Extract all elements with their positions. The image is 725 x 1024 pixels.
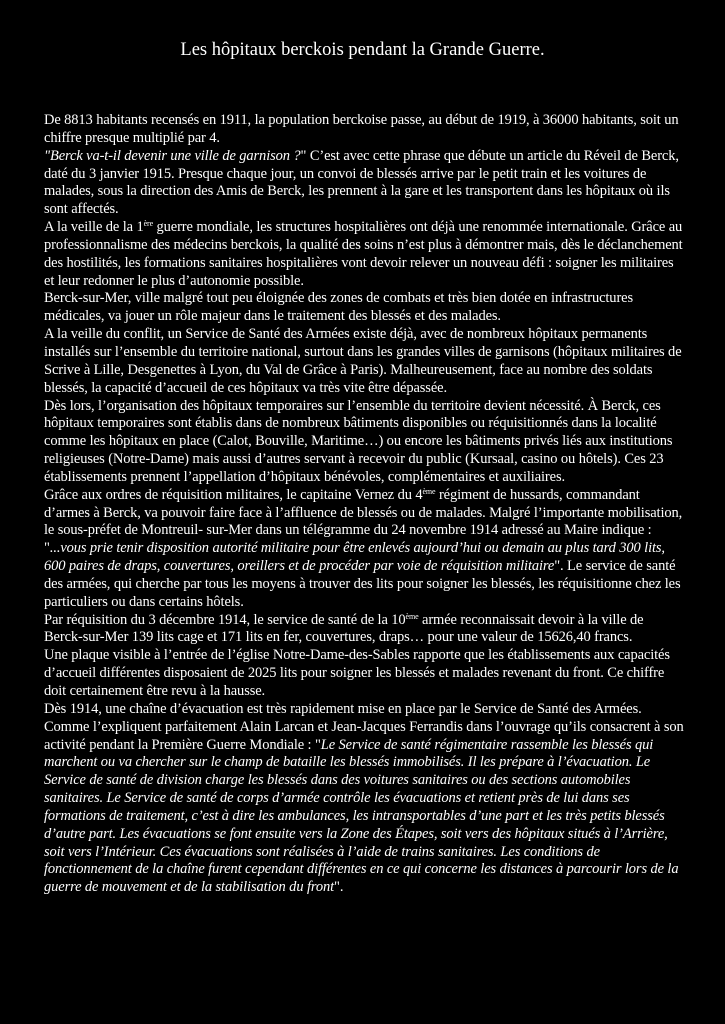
paragraph-december-text-b: armée reconnaissait devoir à la ville de Berck-sur-Mer 139 lits cage et 171 lits en fer, couvertures, draps… pour une valeur de 15626,40 francs. — [44, 611, 644, 646]
paragraph-eve-text-b: guerre mondiale, les structures hospitalières ont déjà une renommée internationale. Grâce au professionnalisme des médecins berckois, la qualité des soins n’est plus à démontrer mais, dès le déclanchement des hostilités, les formations sanitaires hospitalières vont devoir relever un nouveau défi : soigner les militaires et leur redonner le plus d’autonomie possible. — [44, 219, 683, 289]
paragraph-evacuation-text-a: Dès 1914, une chaîne d’évacuation est très rapidement mise en place par le Service de Santé des Armées. Comme l’expliquent parfaitement Alain Larcan et Jean-Jacques Ferrandis dans l’ouvrage qu’ils consacrent à son activité pendant la Première Guerre Mondiale : " — [44, 700, 684, 753]
paragraph-requisition-text-a: Grâce aux ordres de réquisition militaires, le capitaine Vernez du 4 — [44, 486, 423, 503]
paragraph-requisition-text-b: régiment de hussards, commandant d’armes à Berck, va pouvoir faire face à l’affluence de blessés ou de malades. Malgré l’importante mobilisation, le sous-préfet de Montreuil- sur-Mer dans un télégramme du 24 novembre 1914 adressé au Maire indique : " — [44, 486, 683, 557]
superscript-eme-4: ème — [422, 486, 436, 496]
paragraph-population: De 8813 habitants recensés en 1911, la population berckoise passe, au début de 1919, à 36000 habitants, soit un chiffre presque multiplié par 4. — [44, 112, 679, 146]
paragraph-requisition — [44, 487, 684, 612]
paragraph-evacuation-end: ". — [334, 879, 344, 896]
quote-garrison: "Berck va-t-il devenir une ville de garnison ? — [44, 147, 301, 164]
document-body — [44, 112, 684, 897]
paragraph-plaque: Une plaque visible à l’entrée de l’église Notre-Dame-des-Sables rapporte que les établissements aux capacités d’accueil différentes disposaient de 2025 lits pour soigner les blessés et malades revenant du front. Ce chiffre doit certainement être revu à la hausse. — [44, 647, 670, 699]
quote-larcan-ferrandis: Le Service de santé régimentaire rassemble les blessés qui marchent ou va chercher sur le champ de bataille les blessés immobilisés. Il les prépare à l’évacuation. Le Service de santé de division charge les blessés dans des voitures sanitaires ou des sections automobiles sanitaires. Le Service de santé de corps d’armée contrôle les évacuations et retient près de lui dans ses formations de traitement, c’est à dire les ambulances, les intransportables d’une part et les très petits blessés d’autre part. Les évacuations se font ensuite vers la Zone des Étapes, soit vers des hôpitaux situés à l’Arrière, soit vers l’Intérieur. Ces évacuations sont réalisées à l’aide de trains sanitaires. Les conditions de fonctionnement de la chaîne furent cependant différentes en ce qui concerne les distances à parcourir lors de la guerre de mouvement et de la stabilisation du front — [44, 736, 679, 896]
page-title: Les hôpitaux berckois pendant la Grande Guerre. — [180, 40, 545, 60]
paragraph-december-text-a: Par réquisition du 3 décembre 1914, le service de santé de la 10 — [44, 611, 406, 628]
paragraph-eve-text-a: A la veille de la 1 — [44, 219, 144, 236]
paragraph-december-requisition — [44, 612, 684, 648]
quote-telegram: ...vous prie tenir disposition autorité militaire pour être enlevés aujourd’hui ou demain au plus tard 300 lits, 600 paires de draps, couvertures, oreillers et de procéder par voie de réquisition militaire — [44, 540, 665, 575]
superscript-ere: ère — [143, 219, 153, 229]
paragraph-requisition-text-c: ". Le service de santé des armées, qui cherche par tous les moyens à trouver des lits pour soigner les blessés, les réquisitionne chez les particuliers ou dans certains hôtels. — [44, 558, 681, 610]
paragraph-evacuation-chain — [44, 701, 684, 897]
superscript-eme-10: ème — [405, 611, 419, 621]
paragraph-temporary-hospitals: Dès lors, l’organisation des hôpitaux temporaires sur l’ensemble du territoire devient nécessité. À Berck, ces hôpitaux temporaires sont établis dans de nombreux bâtiments disponibles ou réquisitionnés dans la localité comme les hôpitaux en place (Calot, Bouville, Maritime…) ou encore les bâtiments privés liés aux institutions religieuses (Notre-Dame) mais aussi d’autres servant à recevoir du public (Kursaal, casino ou hôtels). Ces 23 établissements prennent l’appellation d’hôpitaux bénévoles, complémentaires et auxiliaires. — [44, 397, 673, 485]
paragraph-garrison-text: " C’est avec cette phrase que débute un article du Réveil de Berck, daté du 3 janvier 1915. Presque chaque jour, un convoi de blessés arrive par le petit train et les voitures de malades, sous la direction des Amis de Berck, les prennent à la gare et les transportent dans les hôpitaux où ils sont affectés. — [44, 147, 679, 218]
paragraph-garrison — [44, 148, 684, 219]
paragraph-berck-role: Berck-sur-Mer, ville malgré tout peu éloignée des zones de combats et très bien dotée en infrastructures médicales, va jouer un rôle majeur dans le traitement des blessés et des malades. — [44, 290, 633, 325]
paragraph-health-service: A la veille du conflit, un Service de Santé des Armées existe déjà, avec de nombreux hôpitaux permanents installés sur l’ensemble du territoire national, surtout dans les grandes villes de garnisons (hôpitaux militaires de Scrive à Lille, Desgenettes à Lyon, du Val de Grâce à Paris). Malheureusement, face au nombre des soldats blessés, la capacité d’accueil de ces hôpitaux va très vite être dépassée. — [44, 326, 682, 396]
paragraph-eve-of-war — [44, 219, 684, 290]
